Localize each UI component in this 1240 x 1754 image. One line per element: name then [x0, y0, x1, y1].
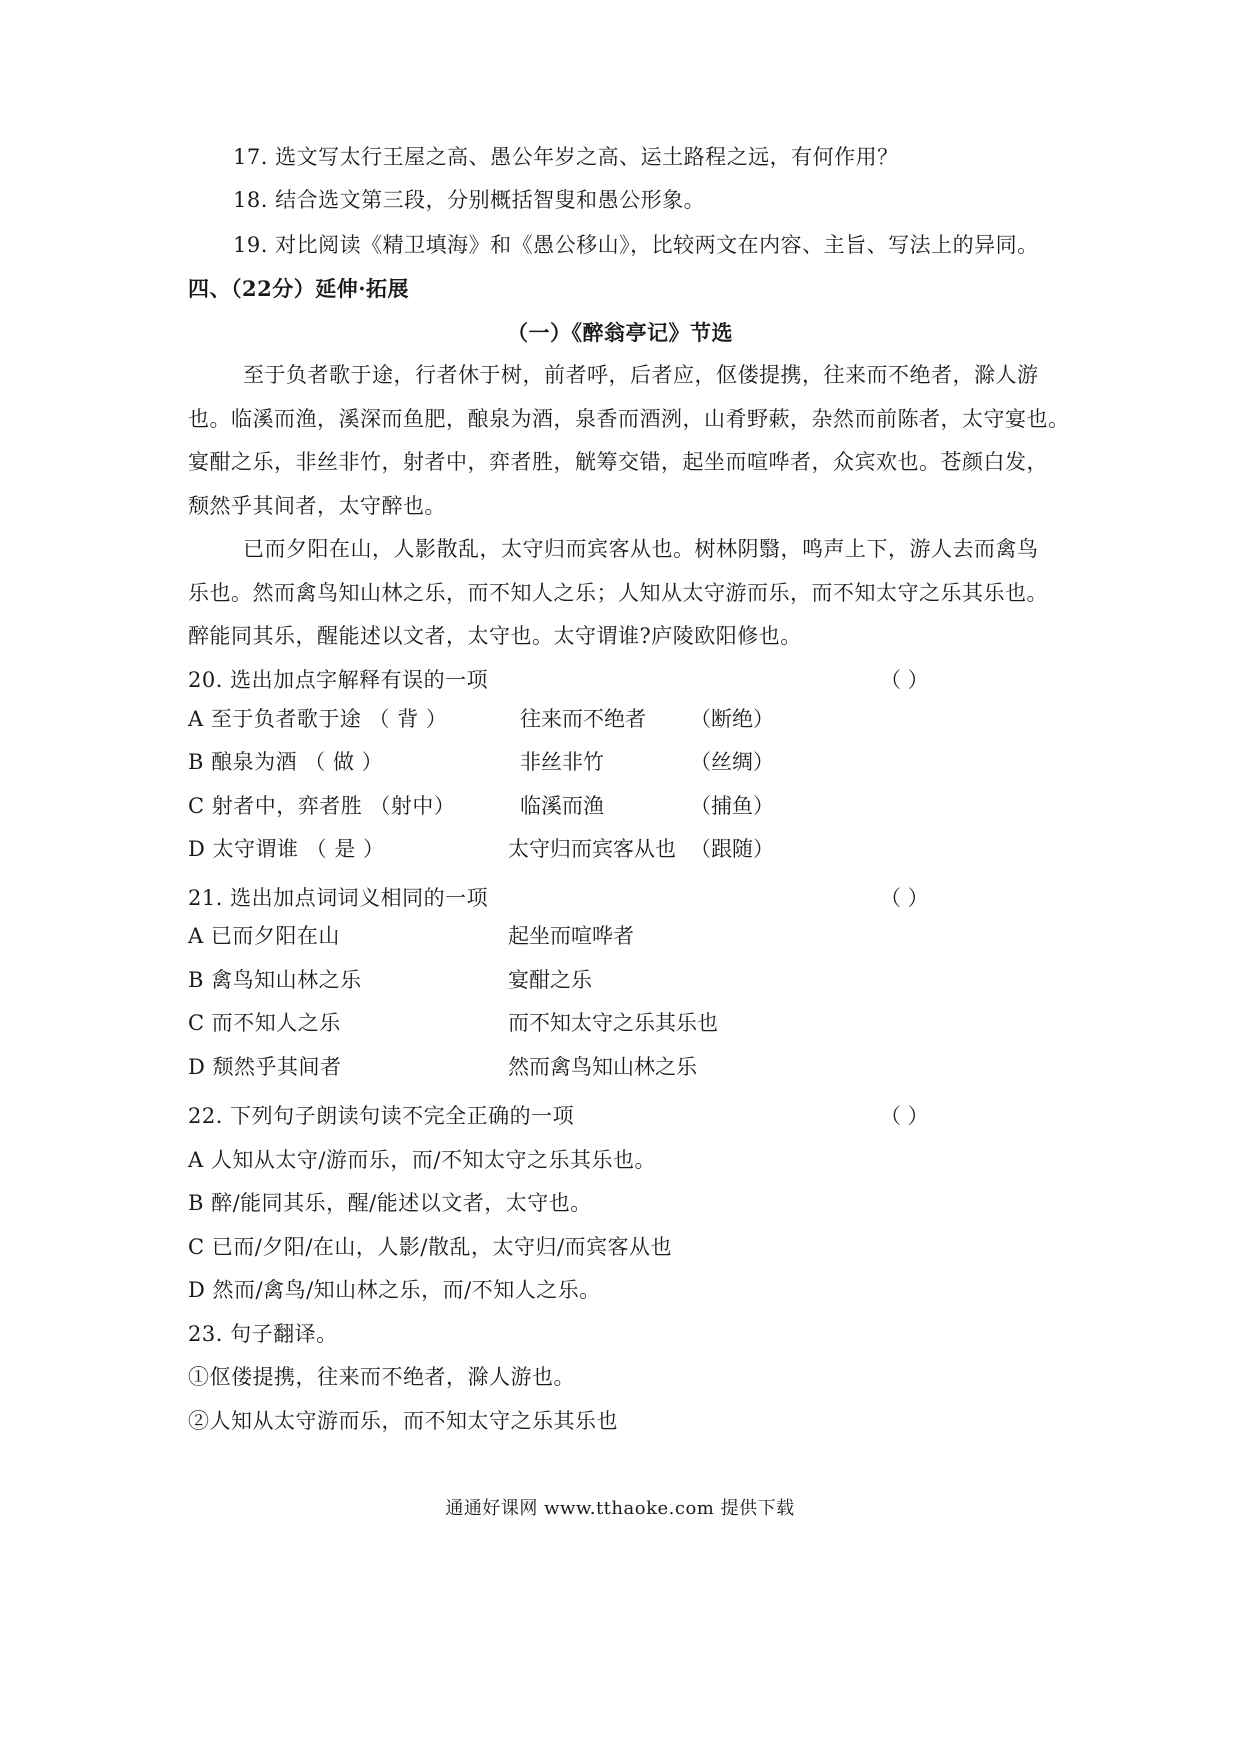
q21-option-b: B 禽鸟知山林之乐	[188, 968, 362, 992]
passage-line: 乐也。然而禽鸟知山林之乐，而不知人之乐；人知从太守游而乐，而不知太守之乐其乐也。	[188, 581, 1048, 605]
section-heading: 四、（22分）延伸·拓展	[188, 276, 410, 301]
q22-option-d: D 然而/禽鸟/知山林之乐，而/不知人之乐。	[188, 1278, 601, 1302]
question-17: 17. 选文写太行王屋之高、愚公年岁之高、运土路程之远，有何作用？	[233, 145, 899, 169]
q21-option-c-b: 而不知太守之乐其乐也	[508, 1011, 718, 1035]
q20-option-c-c: （捕鱼）	[690, 794, 774, 818]
passage-line: 也。临溪而渔，溪深而鱼肥，酿泉为酒，泉香而酒洌，山肴野蔌，杂然而前陈者，太守宴也。	[188, 407, 1070, 431]
passage-line: 已而夕阳在山，人影散乱，太守归而宾客从也。树林阴翳，鸣声上下，游人去而禽鸟	[243, 537, 1039, 561]
q23-item-2: ②人知从太守游而乐，而不知太守之乐其乐也	[188, 1409, 618, 1433]
question-21-stem: 21. 选出加点词词义相同的一项	[188, 886, 489, 910]
q21-option-d: D 颓然乎其间者	[188, 1055, 342, 1079]
page-footer: 通通好课网 www.tthaoke.com 提供下载	[445, 1498, 795, 1519]
q20-option-d-b: 太守归而宾客从也	[508, 837, 676, 861]
q20-option-a-b: 往来而不绝者	[520, 707, 646, 731]
q20-option-a-c: （断绝）	[690, 707, 774, 731]
passage-line: 至于负者歌于途，行者休于树，前者呼，后者应，伛偻提携，往来而不绝者，滁人游	[243, 363, 1039, 387]
answer-paren: （ ）	[880, 1104, 929, 1128]
q21-option-a-b: 起坐而喧哗者	[508, 924, 634, 948]
question-18: 18. 结合选文第三段，分别概括智叟和愚公形象。	[233, 188, 706, 212]
answer-paren: （ ）	[880, 886, 929, 910]
answer-paren: （ ）	[880, 668, 929, 692]
q20-option-b: B 酿泉为酒 （ 做 ）	[188, 750, 384, 774]
q20-option-b-c: （丝绸）	[690, 750, 774, 774]
q21-option-d-b: 然而禽鸟知山林之乐	[508, 1055, 697, 1079]
q20-option-d-c: （跟随）	[690, 837, 774, 861]
passage-title: （一）《醉翁亭记》节选	[507, 320, 733, 345]
q22-option-b: B 醉/能同其乐，醒/能述以文者，太守也。	[188, 1191, 592, 1215]
q21-option-c: C 而不知人之乐	[188, 1011, 341, 1035]
q22-option-a: A 人知从太守/游而乐，而/不知太守之乐其乐也。	[188, 1148, 656, 1172]
q23-item-1: ①伛偻提携，往来而不绝者，滁人游也。	[188, 1365, 575, 1389]
question-22-stem: 22. 下列句子朗读句读不完全正确的一项	[188, 1104, 575, 1128]
passage-line: 宴酣之乐，非丝非竹，射者中，弈者胜，觥筹交错，起坐而喧哗者，众宾欢也。苍颜白发，	[188, 450, 1048, 474]
q20-option-d: D 太守谓谁 （ 是 ）	[188, 837, 385, 861]
q21-option-a: A 已而夕阳在山	[188, 924, 340, 948]
q21-option-b-b: 宴酣之乐	[508, 968, 592, 992]
question-23-stem: 23. 句子翻译。	[188, 1322, 338, 1346]
passage-line: 颓然乎其间者，太守醉也。	[188, 494, 446, 518]
q20-option-b-b: 非丝非竹	[520, 750, 604, 774]
question-20-stem: 20. 选出加点字解释有误的一项	[188, 668, 489, 692]
q22-option-c: C 已而/夕阳/在山，人影/散乱，太守归/而宾客从也	[188, 1235, 673, 1259]
q20-option-c: C 射者中，弈者胜 （射中）	[188, 794, 456, 818]
passage-line: 醉能同其乐，醒能述以文者，太守也。太守谓谁?庐陵欧阳修也。	[188, 624, 802, 648]
q20-option-c-b: 临溪而渔	[520, 794, 604, 818]
q20-option-a: A 至于负者歌于途 （ 背 ）	[188, 707, 448, 731]
question-19: 19. 对比阅读《精卫填海》和《愚公移山》，比较两文在内容、主旨、写法上的异同。	[233, 233, 1039, 257]
